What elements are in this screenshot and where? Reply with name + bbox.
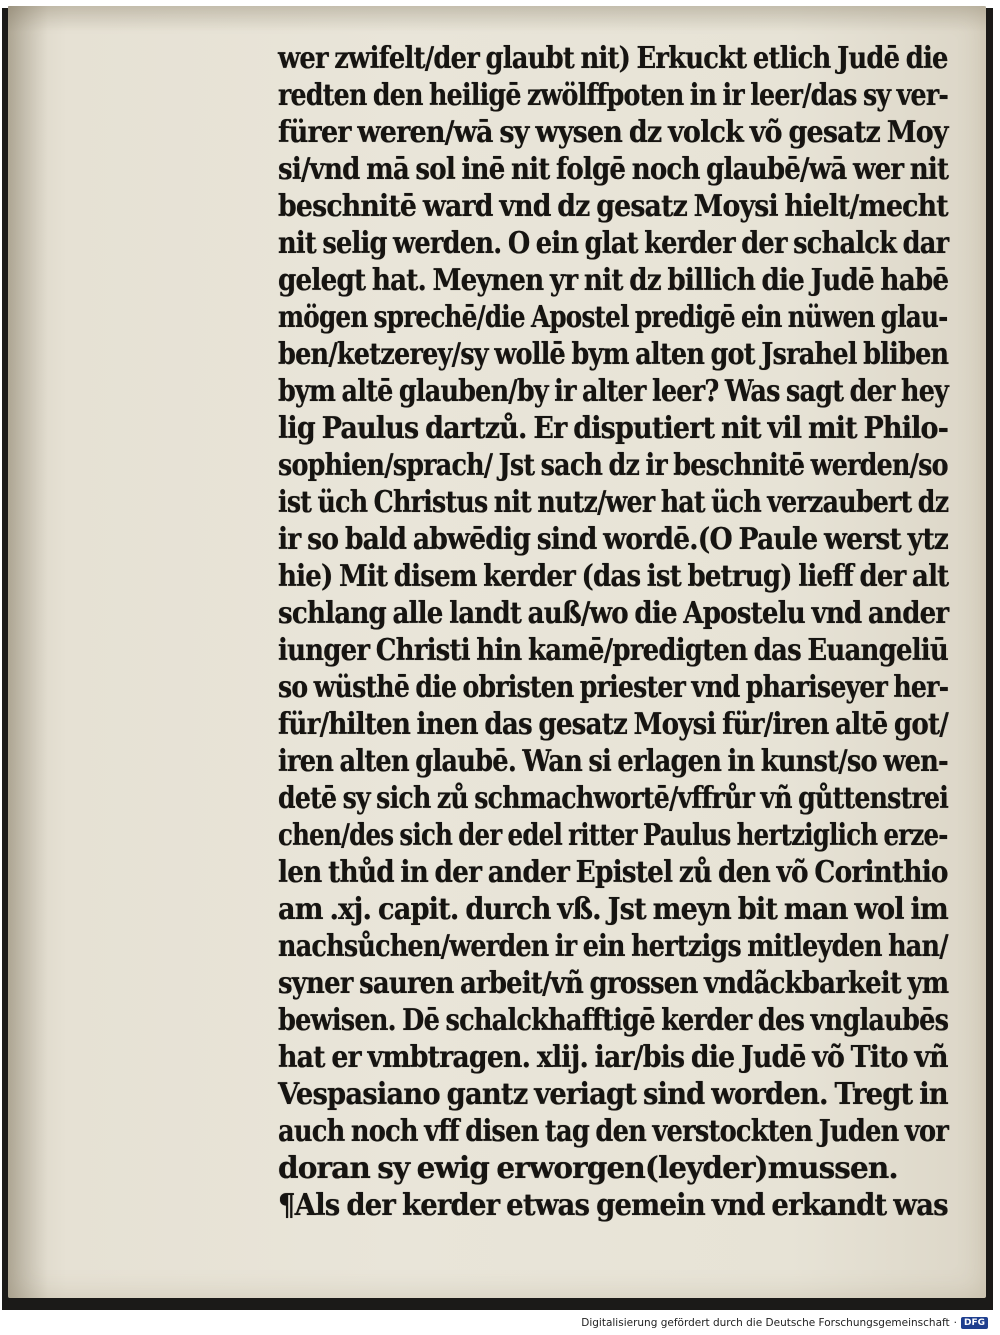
text-line: redten den heiligē zwölffpoten in ir leer/das sy ver- bbox=[278, 77, 949, 112]
text-line: Vespasiano gantz veriagt sind worden. Tregt in bbox=[278, 1076, 948, 1111]
top-edge-shadow bbox=[8, 6, 986, 32]
text-line: detē sy sich zů schmachwortē/vffrůr vñ gůttenstrei bbox=[278, 780, 949, 815]
text-line: ir so bald abwēdig sind wordē.(O Paule werst ytz bbox=[278, 521, 949, 556]
text-line: ¶Als der kerder etwas gemein vnd erkandt was bbox=[278, 1187, 948, 1222]
text-line: syner sauren arbeit/vñ grossen vndãckbarkeit ym bbox=[278, 965, 949, 1000]
text-line: gelegt hat. Meynen yr nit dz billich die Judē habē bbox=[278, 262, 949, 297]
text-line: fürer weren/wā sy wysen dz volck võ gesatz Moy bbox=[278, 114, 948, 149]
text-line: iunger Christi hin kamē/predigten das Euangeliū bbox=[278, 632, 948, 667]
text-line: lig Paulus dartzů. Er disputiert nit vil mit Philo- bbox=[278, 410, 949, 445]
dfg-logo: DFG bbox=[961, 1317, 988, 1329]
text-line: beschnitē ward vnd dz gesatz Moysi hielt/mecht bbox=[278, 188, 948, 223]
text-line: hat er vmbtragen. xlij. iar/bis die Judē võ Tito vñ bbox=[278, 1039, 948, 1074]
funding-credit: Digitalisierung gefördert durch die Deutsche Forschungsgemeinschaft bbox=[581, 1317, 950, 1329]
text-line: so wüsthē die obristen priester vnd phariseyer her- bbox=[278, 669, 949, 704]
text-line: schlang alle landt auß/wo die Apostelu vnd ander bbox=[278, 595, 949, 630]
text-line: bewisen. Dē schalckhafftigē kerder des vnglaubēs bbox=[278, 1002, 949, 1037]
text-line: si/vnd mā sol inē nit folgē noch glaubē/wā wer nit bbox=[278, 151, 949, 186]
text-line: wer zwifelt/der glaubt nit) Erkuckt etlich Judē die bbox=[278, 40, 948, 75]
text-line: ben/ketzerey/sy wollē bym alten got Jsrahel bliben bbox=[278, 336, 949, 371]
text-line: ist üch Christus nit nutz/wer hat üch verzaubert dz bbox=[278, 484, 949, 519]
text-line: iren alten glaubē. Wan si erlagen in kunst/so wen- bbox=[278, 743, 948, 778]
text-line: chen/des sich der edel ritter Paulus hertziglich erze- bbox=[278, 817, 948, 852]
text-line: nachsůchen/werden ir ein hertzigs mitleyden han/ bbox=[278, 928, 948, 963]
text-line: len thůd in der ander Epistel zů den võ Corinthio bbox=[278, 854, 948, 889]
text-line: am .xj. capit. durch vß. Jst meyn bit man wol im bbox=[278, 891, 949, 926]
text-line: mögen sprechē/die Apostel predigē ein nüwen glau- bbox=[278, 299, 948, 334]
text-line: auch noch vff disen tag den verstockten Juden vor bbox=[278, 1113, 949, 1148]
text-line: für/hilten inen das gesatz Moysi für/iren altē got/ bbox=[278, 706, 949, 741]
footer-separator: · bbox=[953, 1317, 957, 1329]
text-line: sophien/sprach/ Jst sach dz ir beschnitē werden/so bbox=[278, 447, 948, 482]
text-line: doran sy ewig erworgen(leyder)mussen. bbox=[278, 1150, 898, 1185]
gutter-shadow bbox=[8, 6, 48, 1298]
text-line: bym altē glauben/by ir alter leer? Was sagt der hey bbox=[278, 373, 949, 408]
digitization-footer bbox=[581, 1317, 988, 1329]
text-line: hie) Mit disem kerder (das ist betrug) lieff der alt bbox=[278, 558, 949, 593]
text-line: nit selig werden. O ein glat kerder der schalck dar bbox=[278, 225, 949, 260]
